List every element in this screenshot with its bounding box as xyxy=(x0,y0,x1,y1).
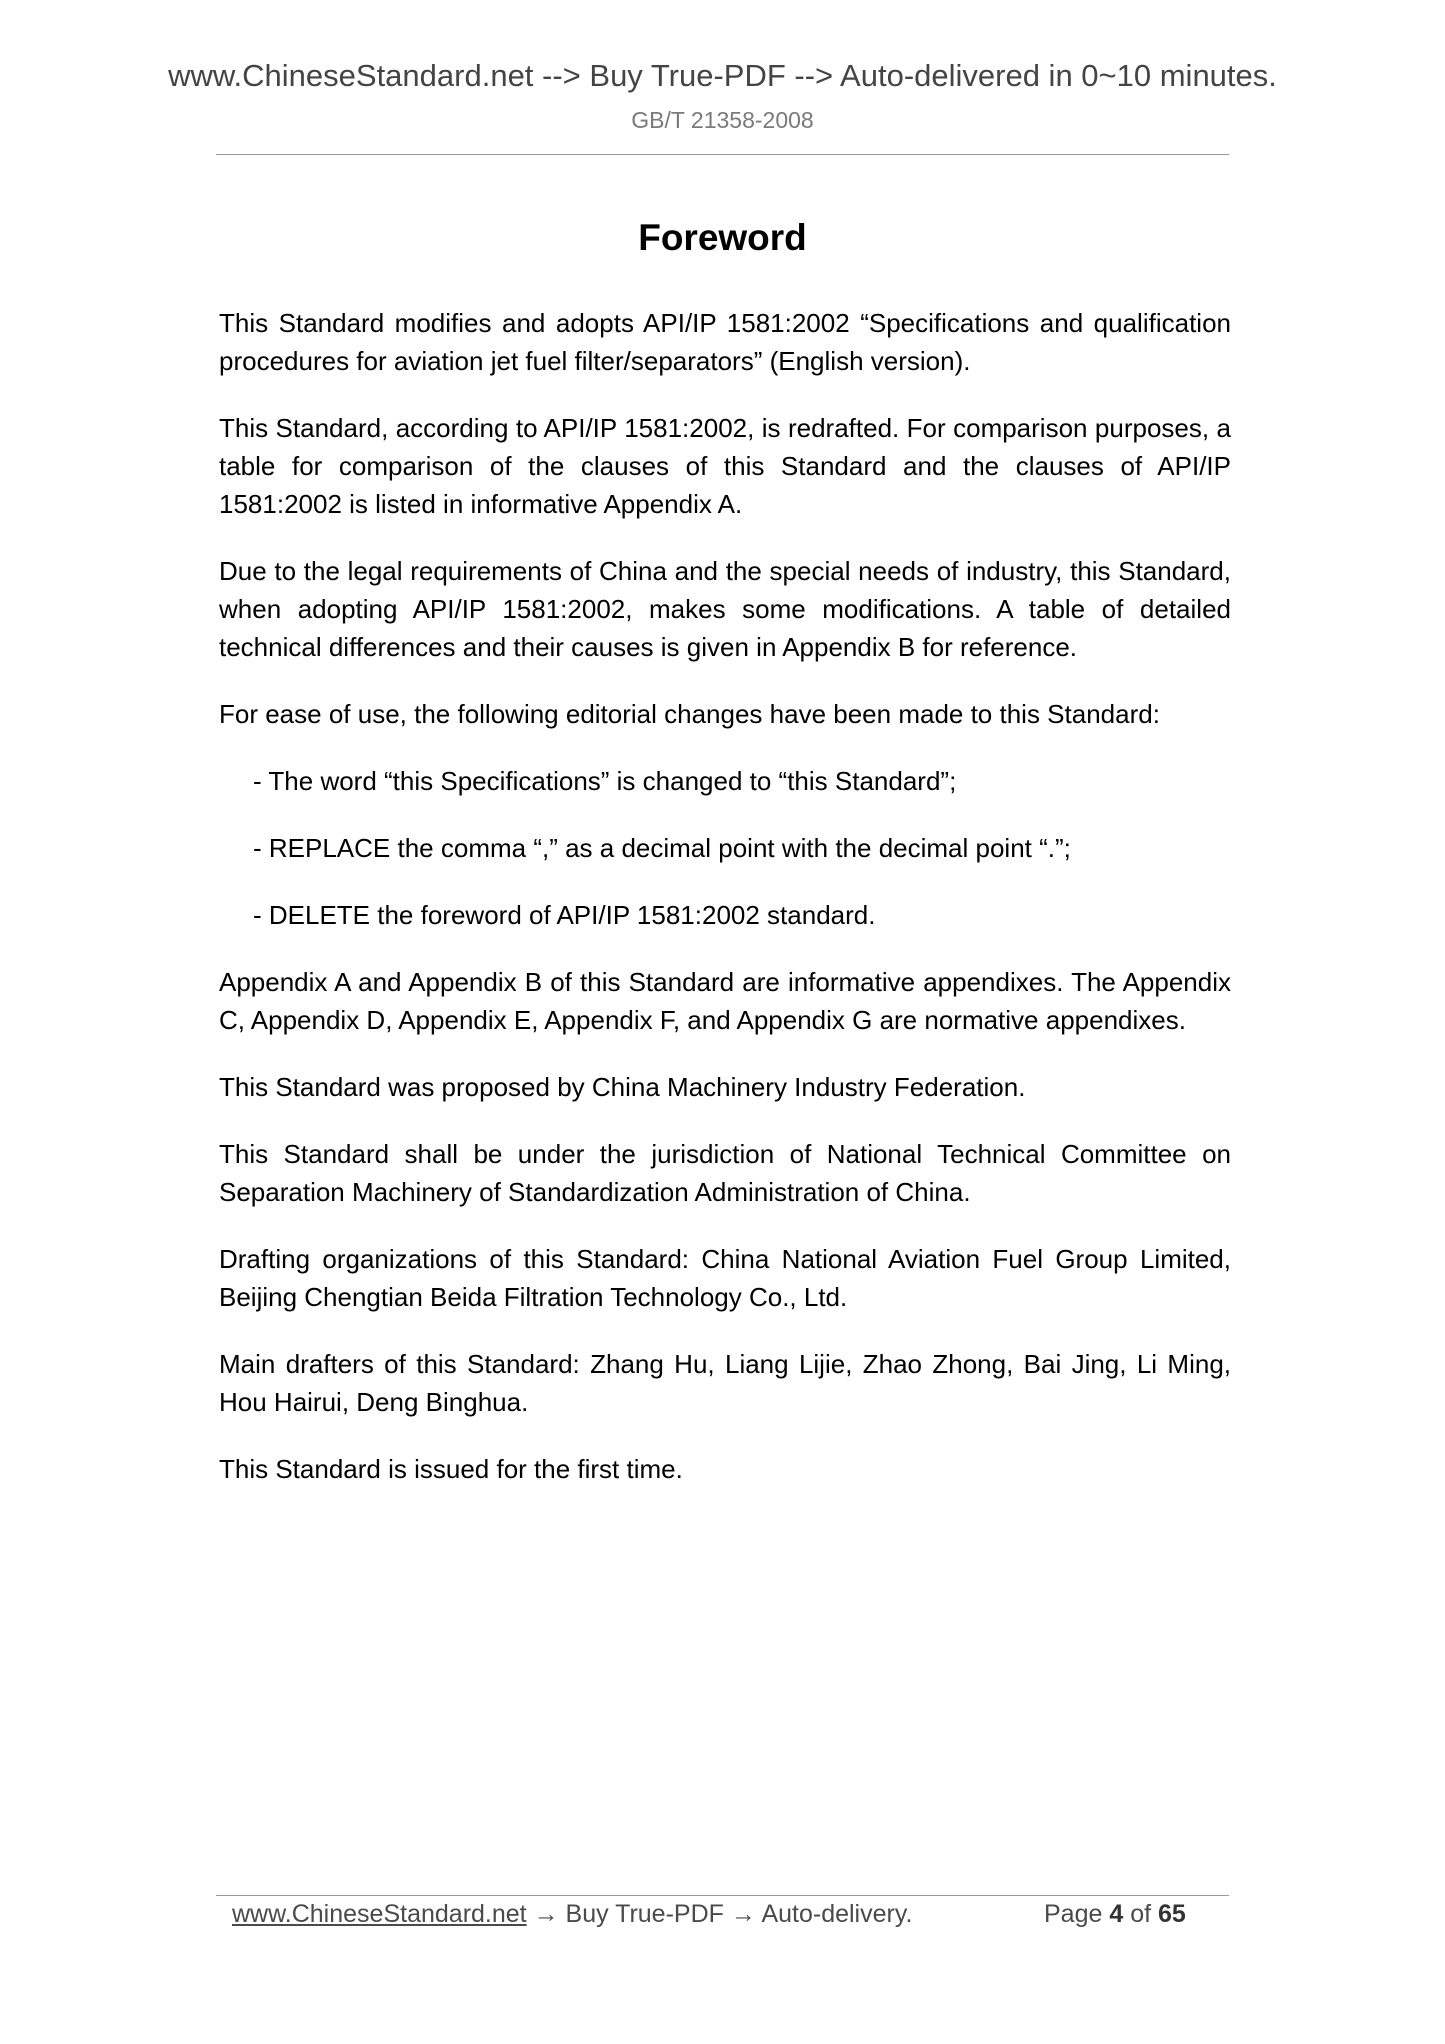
footer-buy-text: Buy True-PDF xyxy=(565,1900,724,1928)
paragraph-proposed-by: This Standard was proposed by China Machinery Industry Federation. xyxy=(219,1072,1026,1102)
foreword-body xyxy=(219,304,1231,1517)
arrow-right-icon: → xyxy=(730,1900,756,1928)
arrow-right-icon: → xyxy=(533,1900,559,1928)
page-indicator xyxy=(1044,1898,1186,1930)
footer-delivery-text: Auto-delivery. xyxy=(761,1900,913,1928)
paragraph-modifications: Due to the legal requirements of China and the special needs of industry, this Standard, when adopting API/IP 1581:2002, makes some modifications. A table of detailed technical differences and their causes is given in Appendix B for reference. xyxy=(219,556,1231,662)
bullet-item: - The word “this Specifications” is changed to “this Standard”; xyxy=(253,766,957,796)
footer-site-link[interactable]: www.ChineseStandard.net xyxy=(232,1900,527,1928)
paragraph-editorial-changes: For ease of use, the following editorial changes have been made to this Standard: xyxy=(219,699,1160,729)
bullet-item: - DELETE the foreword of API/IP 1581:2002 standard. xyxy=(253,900,876,930)
paragraph-jurisdiction: This Standard shall be under the jurisdiction of National Technical Committee on Separation Machinery of Standardization Administration of China. xyxy=(219,1139,1231,1207)
page-title: Foreword xyxy=(638,217,807,258)
document-id: GB/T 21358-2008 xyxy=(631,107,814,133)
paragraph-redrafted: This Standard, according to API/IP 1581:2002, is redrafted. For comparison purposes, a table for comparison of the clauses of this Standard and the clauses of API/IP 1581:2002 is listed in informative Appendix A. xyxy=(219,413,1231,519)
page-label: Page xyxy=(1044,1900,1103,1928)
footer-divider xyxy=(216,1895,1229,1896)
header-banner: www.ChineseStandard.net --> Buy True-PDF --> Auto-delivered in 0~10 minutes. xyxy=(168,58,1277,93)
paragraph-main-drafters: Main drafters of this Standard: Zhang Hu, Liang Lijie, Zhao Zhong, Bai Jing, Li Ming, Hou Hairui, Deng Binghua. xyxy=(219,1349,1231,1417)
page-number: 4 xyxy=(1109,1900,1124,1928)
paragraph-drafting-organizations: Drafting organizations of this Standard: China National Aviation Fuel Group Limited, Beijing Chengtian Beida Filtration Technology Co., Ltd. xyxy=(219,1244,1231,1312)
paragraph-first-issue: This Standard is issued for the first time. xyxy=(219,1454,683,1484)
bullet-item: - REPLACE the comma “,” as a decimal point with the decimal point “.”; xyxy=(253,833,1071,863)
total-pages: 65 xyxy=(1158,1900,1186,1928)
paragraph-adoption: This Standard modifies and adopts API/IP 1581:2002 “Specifications and qualification procedures for aviation jet fuel filter/separators” (English version). xyxy=(219,308,1231,376)
paragraph-appendixes: Appendix A and Appendix B of this Standard are informative appendixes. The Appendix C, Appendix D, Appendix E, Appendix F, and Appendix G are normative appendixes. xyxy=(219,967,1231,1035)
header-divider xyxy=(216,154,1229,155)
footer-promo xyxy=(232,1898,912,1930)
of-label: of xyxy=(1130,1900,1152,1928)
